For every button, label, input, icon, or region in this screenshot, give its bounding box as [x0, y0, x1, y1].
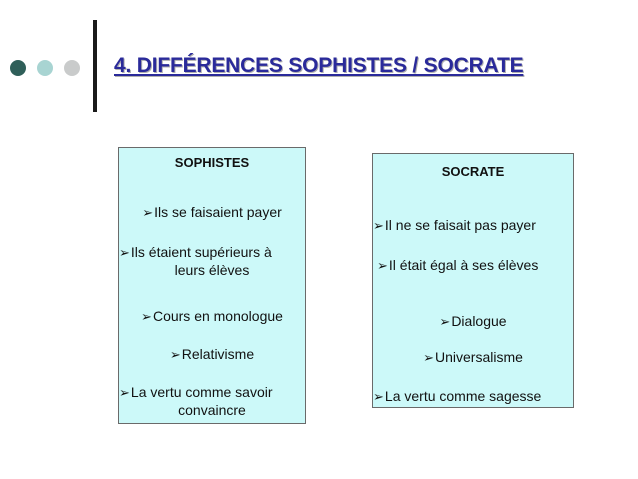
list-item-continuation: leurs élèves	[174, 262, 250, 278]
arrow-right-icon: ➢	[142, 205, 154, 220]
arrow-right-icon: ➢	[141, 309, 152, 324]
list-item: ➢Ils étaient supérieurs à	[119, 244, 272, 260]
list-item: ➢La vertu comme sagesse	[373, 388, 542, 404]
arrow-right-icon: ➢	[119, 385, 130, 400]
list-item: ➢La vertu comme savoir	[119, 384, 273, 400]
list-item: ➢Cours en monologue	[141, 308, 283, 324]
arrow-right-icon: ➢	[373, 389, 384, 404]
arrow-right-icon: ➢	[169, 347, 181, 362]
decor-dot-gray	[64, 60, 80, 76]
list-item: ➢Ils se faisaient payer	[142, 204, 282, 220]
list-item: ➢Dialogue	[439, 313, 507, 329]
sophistes-heading: SOPHISTES	[174, 155, 250, 170]
arrow-right-icon: ➢	[377, 258, 388, 273]
list-item-continuation: convaincre	[178, 402, 246, 418]
list-item: ➢Relativisme	[169, 346, 255, 362]
decor-dot-light	[37, 60, 53, 76]
socrate-heading: SOCRATE	[441, 164, 505, 179]
sophistes-box	[118, 147, 306, 424]
list-item: ➢Universalisme	[423, 349, 523, 365]
title-divider	[93, 20, 97, 112]
decor-dot-dark	[10, 60, 26, 76]
list-item: ➢Il ne se faisait pas payer	[373, 217, 536, 233]
arrow-right-icon: ➢	[119, 245, 130, 260]
slide-title: 4. DIFFÉRENCES SOPHISTES / SOCRATE	[114, 54, 524, 77]
arrow-right-icon: ➢	[439, 314, 451, 329]
list-item: ➢Il était égal à ses élèves	[377, 257, 539, 273]
arrow-right-icon: ➢	[373, 218, 384, 233]
arrow-right-icon: ➢	[423, 350, 434, 365]
socrate-box	[372, 153, 574, 408]
